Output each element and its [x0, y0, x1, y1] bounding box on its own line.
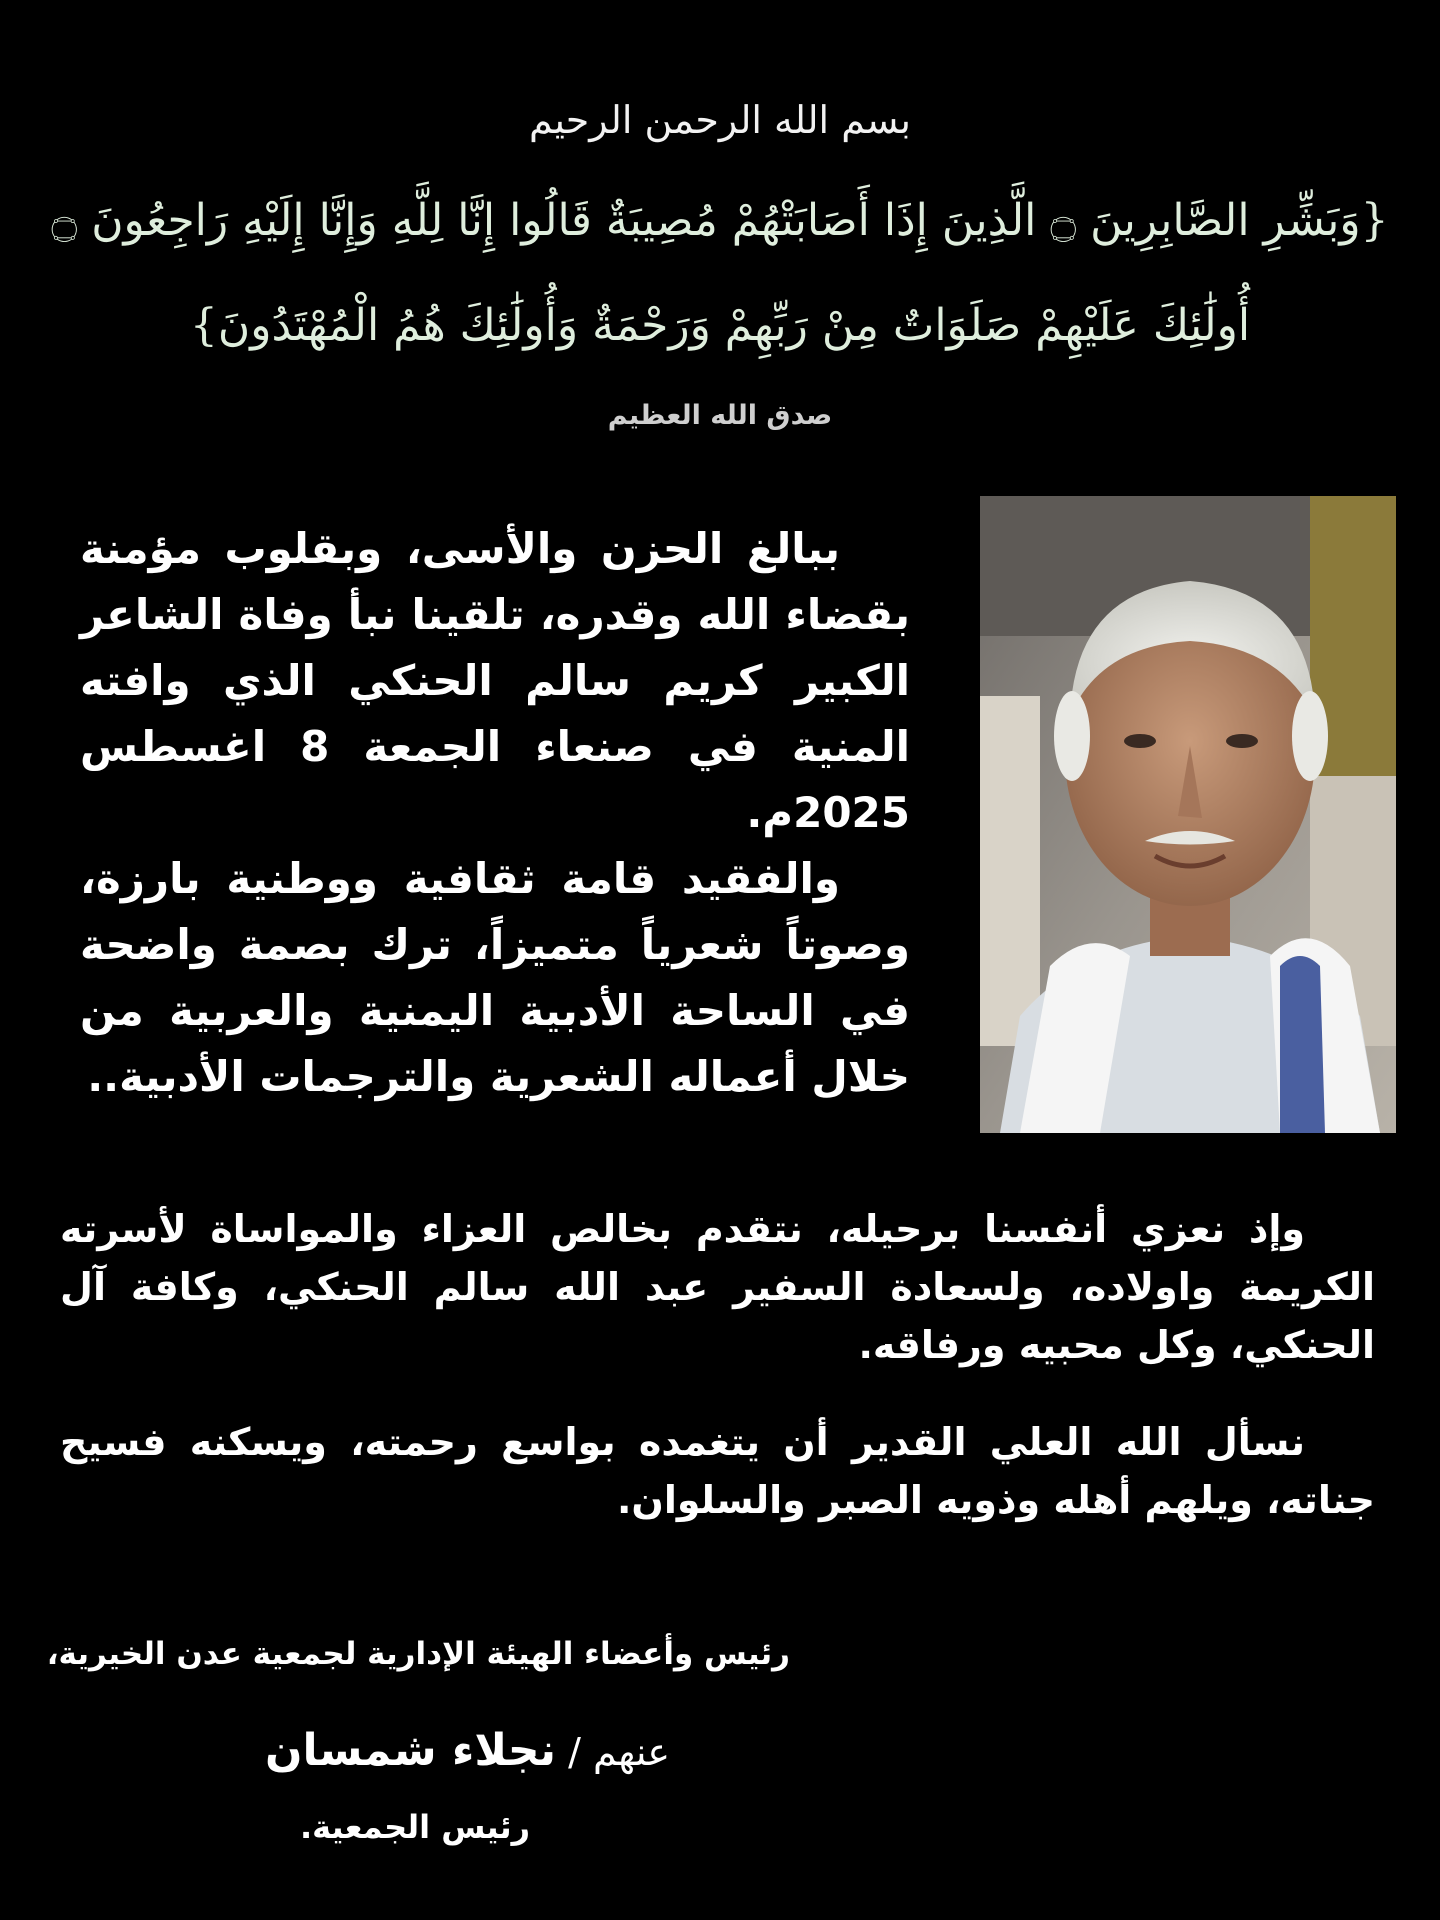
tribute-text: والفقيد قامة ثقافية ووطنية بارزة، وصوتاً شعرياً متميزاً، ترك بصمة واضحة في الساحة الأدبية اليمنية والعربية من خلال أعماله الشعرية والترجمات الأدبية.. [80, 854, 910, 1101]
quran-verse-line-2: أُولَٰئِكَ عَلَيْهِمْ صَلَوَاتٌ مِنْ رَبِّهِمْ وَرَحْمَةٌ وَأُولَٰئِكَ هُمُ الْمُهْتَدُونَ} [189, 300, 1251, 351]
obituary-paragraph-1 [80, 516, 910, 1110]
condolence-paragraph: وإذ نعزي أنفسنا برحيله، نتقدم بخالص العزاء والمواساة لأسرته الكريمة واولاده، ولسعادة السفير عبد الله سالم الحنكي، وكافة آل الحنكي، وكل محبيه ورفاقه. [60, 1207, 1375, 1367]
basmala: بسم الله الرحمن الرحيم [529, 98, 911, 142]
signature-organization-line: رئيس وأعضاء الهيئة الإدارية لجمعية عدن الخيرية، [46, 1636, 790, 1672]
signature-name-line [265, 1725, 670, 1776]
on-behalf-label: عنهم / [568, 1730, 670, 1774]
quran-verse-line-1: {وَبَشِّرِ الصَّابِرِينَ ۝ الَّذِينَ إِذَا أَصَابَتْهُمْ مُصِيبَةٌ قَالُوا إِنَّا لِلَّهِ وَإِنَّا إِلَيْهِ رَاجِعُونَ ۝ [51, 195, 1389, 246]
deceased-portrait-photo [980, 496, 1396, 1133]
sadaq-allah-text: صدق الله العظيم [607, 400, 833, 431]
signatory-title: رئيس الجمعية. [299, 1808, 530, 1846]
signatory-name: نجلاء شمسان [265, 1725, 557, 1776]
announcement-text: ببالغ الحزن والأسى، وبقلوب مؤمنة بقضاء الله وقدره، تلقينا نبأ وفاة الشاعر الكبير كريم سالم الحنكي الذي وافته المنية في صنعاء الجمعة 8 اغسطس 2025م. [80, 524, 911, 837]
prayer-paragraph: نسأل الله العلي القدير أن يتغمده بواسع رحمته، ويسكنه فسيح جناته، ويلهم أهله وذويه الصبر والسلوان. [60, 1420, 1375, 1522]
